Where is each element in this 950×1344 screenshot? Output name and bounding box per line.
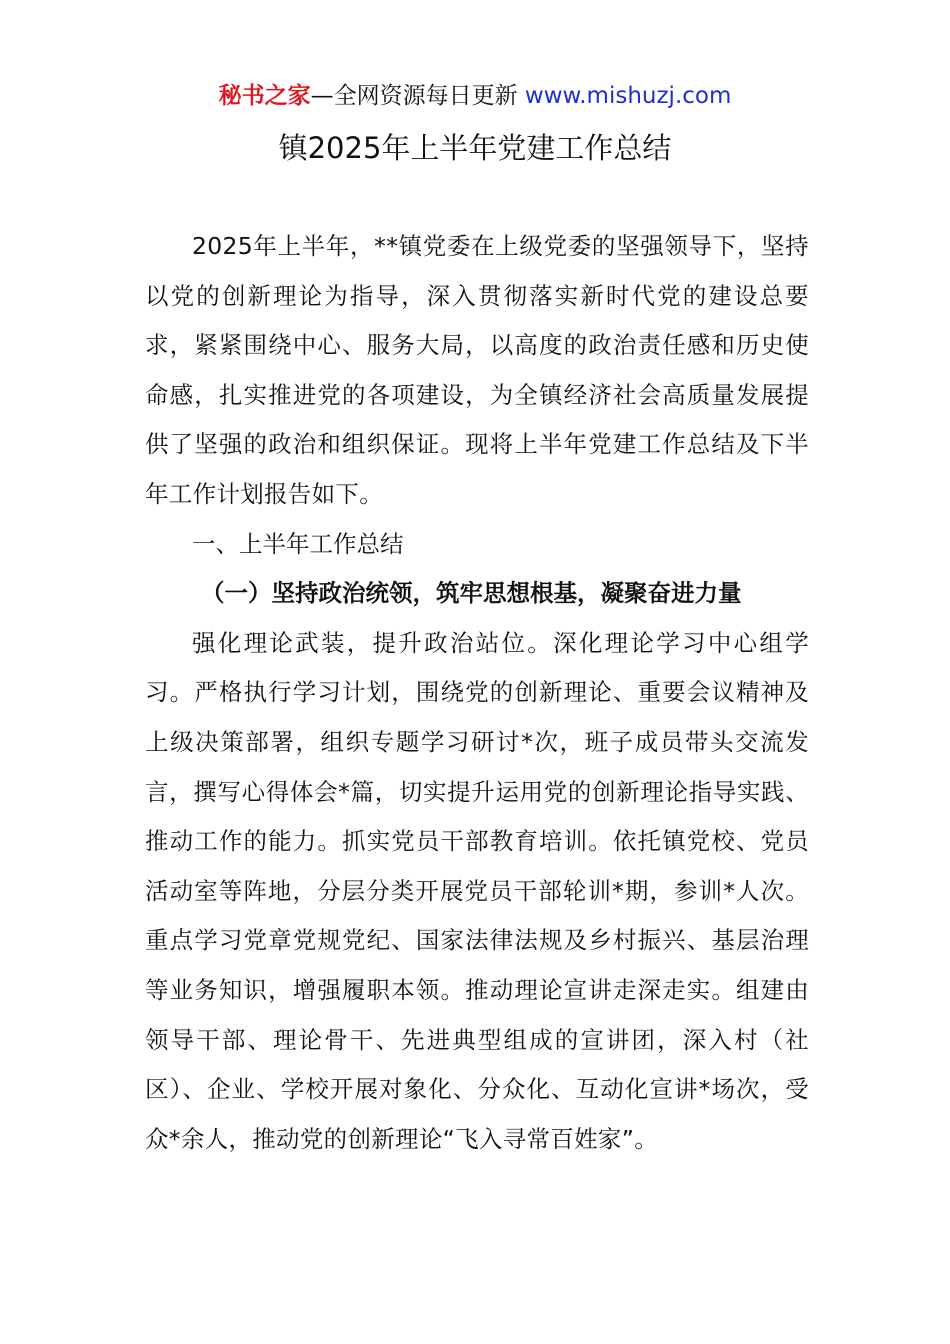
subsection-heading: （一）坚持政治统领，筑牢思想根基，凝聚奋进力量 — [201, 579, 742, 608]
subsection-paragraph: 强化理论武装，提升政治站位。深化理论学习中心组学习。严格执行学习计划，围绕党的创新理论、重要会议精神及上级决策部署，组织专题学习研讨*次，班子成员带头交流发言，撰写心得体会*篇，切实提升运用党的创新理论指导实践、推动工作的能力。抓实党员干部教育培训。依托镇党校、党员活动室等阵地，分层分类开展党员干部轮训*期，参训*人次。重点学习党章党规党纪、国家法律法规及乡村振兴、基层治理等业务知识，增强履职本领。推动理论宣讲走深走实。组建由领导干部、理论骨干、先进典型组成的宣讲团，深入村（社区）、企业、学校开展对象化、分众化、互动化宣讲*场次，受众*余人，推动党的创新理论“飞入寻常百姓家”。 — [145, 628, 809, 1153]
section-heading: 一、上半年工作总结 — [192, 529, 404, 558]
intro-paragraph: 2025年上半年，**镇党委在上级党委的坚强领导下，坚持以党的创新理论为指导，深入贯彻落实新时代党的建设总要求，紧紧围绕中心、服务大局，以高度的政治责任感和历史使命感，扎实推进党的各项建设，为全镇经济社会高质量发展提供了坚强的政治和组织保证。现将上半年党建工作总结及下半年工作计划报告如下。 — [145, 232, 809, 508]
site-brand: 秘书之家 — [218, 83, 311, 109]
site-header — [0, 80, 950, 112]
site-tagline: —全网资源每日更新 — [310, 83, 518, 109]
document-title: 镇2025年上半年党建工作总结 — [278, 131, 672, 165]
site-url-link[interactable]: www.mishuzj.com — [524, 83, 732, 109]
document-body — [145, 222, 809, 1164]
